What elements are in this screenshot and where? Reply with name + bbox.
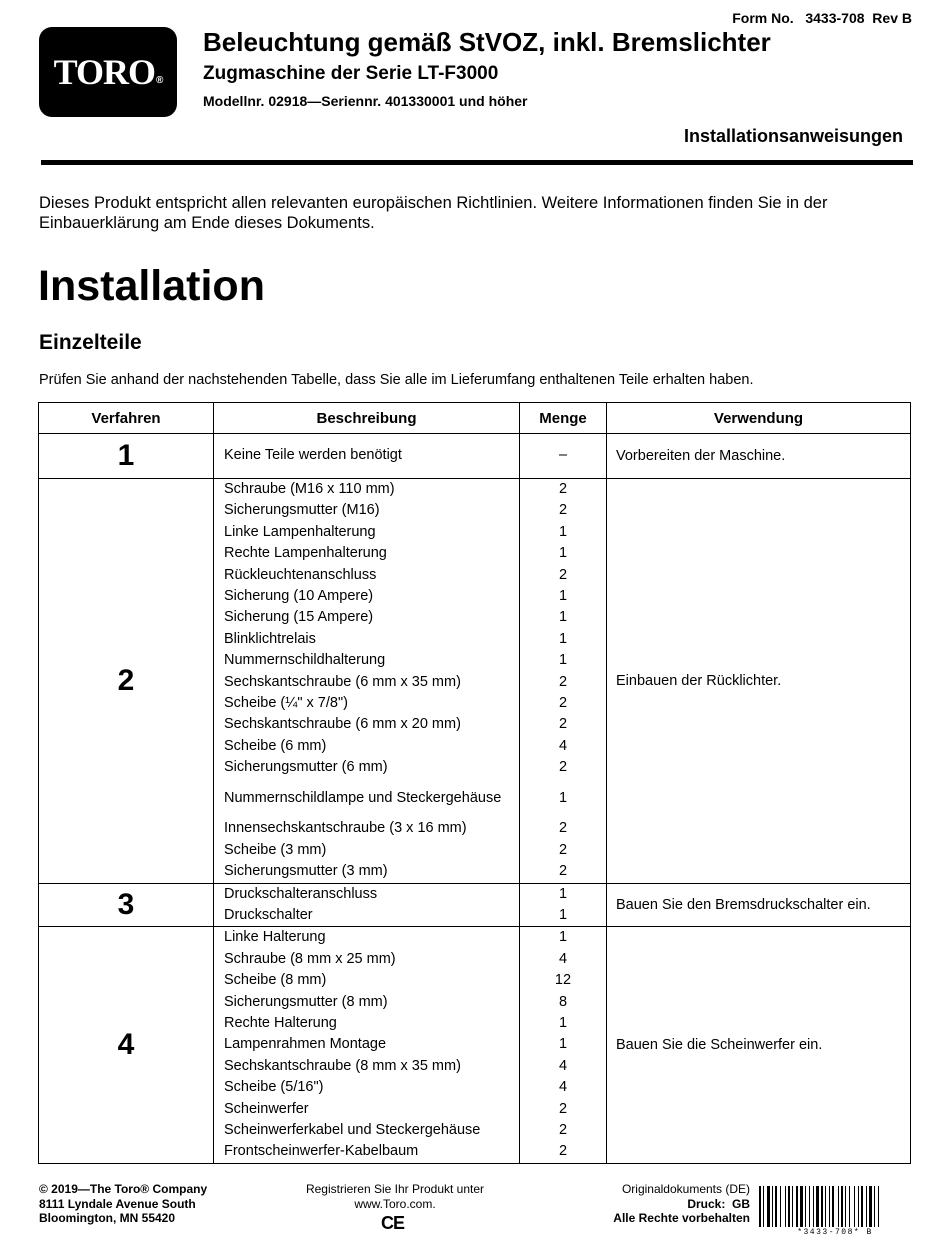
part-description: Sechskantschraube (6 mm x 35 mm) xyxy=(224,673,461,690)
parts-table xyxy=(38,402,911,1164)
part-description: Druckschalteranschluss xyxy=(224,885,378,902)
heading-parts: Einzelteile xyxy=(39,331,142,354)
footer-copyright: © 2019—The Toro® Company xyxy=(39,1182,208,1196)
part-description: Sicherungsmutter (6 mm) xyxy=(224,759,388,776)
part-quantity: 1 xyxy=(558,652,568,669)
part-description: Scheibe (5/16") xyxy=(224,1079,324,1096)
quantity-cell xyxy=(520,434,607,479)
part-quantity: 2 xyxy=(558,759,568,776)
part-quantity: 2 xyxy=(558,481,568,497)
table-row xyxy=(39,434,911,479)
barcode-text: *3433-708* B xyxy=(797,1228,873,1237)
part-description: Scheinwerfer xyxy=(224,1100,309,1117)
part-quantity: 2 xyxy=(558,1121,568,1138)
footer-register-text: Registrieren Sie Ihr Produkt unter xyxy=(305,1182,485,1196)
part-description: Linke Lampenhalterung xyxy=(224,523,376,540)
procedure-number: 3 xyxy=(39,883,214,927)
usage-cell: Bauen Sie den Bremsdruckschalter ein. xyxy=(607,883,911,927)
description-cell xyxy=(214,883,520,927)
header-quantity: Menge xyxy=(520,403,607,434)
part-description: Blinklichtrelais xyxy=(224,630,316,647)
part-description: Keine Teile werden benötigt xyxy=(224,447,402,464)
part-description: Rechte Lampenhalterung xyxy=(224,545,387,562)
usage-cell: Bauen Sie die Scheinwerfer ein. xyxy=(607,927,911,1163)
part-quantity: 1 xyxy=(558,609,568,626)
part-description: Innensechskantschraube (3 x 16 mm) xyxy=(224,820,467,837)
part-description: Scheibe (6 mm) xyxy=(224,737,327,754)
part-quantity: 4 xyxy=(558,950,568,967)
barcode-icon xyxy=(758,1186,912,1227)
part-quantity: 2 xyxy=(558,1100,568,1117)
table-header-row xyxy=(39,403,911,434)
part-quantity: 2 xyxy=(558,566,568,583)
part-quantity: 2 xyxy=(558,502,568,519)
header-divider xyxy=(41,160,913,165)
part-description: Sicherung (10 Ampere) xyxy=(224,587,374,604)
procedure-number: 4 xyxy=(39,927,214,1163)
part-quantity: 12 xyxy=(554,972,572,989)
part-description: Sicherungsmutter (3 mm) xyxy=(224,863,388,880)
section-label: Installationsanweisungen xyxy=(683,126,903,146)
table-row xyxy=(39,883,911,927)
parts-lead-text: Prüfen Sie anhand der nachstehenden Tabelle, dass Sie alle im Lieferumfang enthaltenen Teile erhalten haben. xyxy=(39,372,754,388)
part-description: Scheibe (¼" x 7/8") xyxy=(224,694,348,711)
part-quantity: 2 xyxy=(558,1143,568,1160)
header-usage: Verwendung xyxy=(607,403,911,434)
part-quantity: 2 xyxy=(558,694,568,711)
logo-registered-mark: ® xyxy=(156,74,163,86)
footer-register xyxy=(270,1182,520,1211)
footer-original: Originaldokuments (DE) xyxy=(621,1182,750,1196)
logo-text: TORO xyxy=(53,52,155,92)
table-row xyxy=(39,927,911,1163)
model-serial-info: Modellnr. 02918—Seriennr. 401330001 und höher xyxy=(203,93,528,109)
footer-register-url: www.Toro.com. xyxy=(354,1196,436,1211)
header-description: Beschreibung xyxy=(214,403,520,434)
part-description: Frontscheinwerfer-Kabelbaum xyxy=(224,1143,419,1160)
part-quantity: 1 xyxy=(558,790,568,807)
footer-rights: Alle Rechte vorbehalten xyxy=(613,1211,750,1225)
part-quantity: 1 xyxy=(558,630,568,647)
part-description: Sechskantschraube (6 mm x 20 mm) xyxy=(224,716,461,733)
quantity-cell xyxy=(520,479,607,884)
part-description: Scheibe (8 mm) xyxy=(224,972,327,989)
part-quantity: 1 xyxy=(558,907,568,924)
part-quantity: 2 xyxy=(558,841,568,858)
intro-paragraph: Dieses Produkt entspricht allen relevanten europäischen Richtlinien. Weitere Informationen finden Sie in der Einbauerklärung am Ende dieses Dokuments. xyxy=(39,194,828,232)
part-description: Linke Halterung xyxy=(224,929,326,946)
footer-address: 8111 Lyndale Avenue South xyxy=(39,1196,196,1211)
part-quantity: 8 xyxy=(558,993,568,1010)
part-quantity: 4 xyxy=(558,1057,568,1074)
part-quantity: 1 xyxy=(558,929,568,946)
ce-mark-icon: CE xyxy=(381,1213,405,1233)
toro-logo xyxy=(39,27,177,117)
description-cell xyxy=(214,479,520,884)
footer-print: Druck: GB xyxy=(687,1196,750,1211)
part-description: Scheibe (3 mm) xyxy=(224,841,327,858)
part-description: Sicherungsmutter (M16) xyxy=(224,502,380,519)
part-quantity: 1 xyxy=(558,1014,568,1031)
part-description: Lampenrahmen Montage xyxy=(224,1036,387,1053)
document-title: Beleuchtung gemäß StVOZ, inkl. Bremslichter xyxy=(203,27,771,57)
part-description: Schraube (8 mm x 25 mm) xyxy=(224,950,396,967)
part-quantity: 4 xyxy=(558,1079,568,1096)
procedure-number: 1 xyxy=(39,434,214,479)
part-description: Sicherung (15 Ampere) xyxy=(224,609,374,626)
part-description: Schraube (M16 x 110 mm) xyxy=(224,481,395,497)
procedure-number: 2 xyxy=(39,479,214,884)
table-row xyxy=(39,479,911,884)
description-cell xyxy=(214,434,520,479)
part-description: Sicherungsmutter (8 mm) xyxy=(224,993,388,1010)
part-quantity: – xyxy=(558,447,568,464)
usage-cell: Vorbereiten der Maschine. xyxy=(607,434,911,479)
part-quantity: 1 xyxy=(558,523,568,540)
heading-installation: Installation xyxy=(38,262,265,310)
usage-cell: Einbauen der Rücklichter. xyxy=(607,479,911,884)
part-quantity: 4 xyxy=(558,737,568,754)
footer-city: Bloomington, MN 55420 xyxy=(39,1211,176,1225)
part-quantity: 1 xyxy=(558,545,568,562)
quantity-cell xyxy=(520,883,607,927)
part-quantity: 2 xyxy=(558,863,568,880)
part-quantity: 2 xyxy=(558,673,568,690)
footer-company xyxy=(39,1182,207,1226)
part-description: Scheinwerferkabel und Steckergehäuse xyxy=(224,1121,481,1138)
part-description: Rechte Halterung xyxy=(224,1014,337,1031)
footer-print-info xyxy=(613,1182,750,1226)
part-quantity: 1 xyxy=(558,1036,568,1053)
description-cell xyxy=(214,927,520,1163)
quantity-cell xyxy=(520,927,607,1163)
part-quantity: 1 xyxy=(558,587,568,604)
part-description: Druckschalter xyxy=(224,907,313,924)
form-number: Form No. 3433-708 Rev B xyxy=(732,10,912,26)
part-description: Sechskantschraube (8 mm x 35 mm) xyxy=(224,1057,461,1074)
document-subtitle: Zugmaschine der Serie LT-F3000 xyxy=(203,63,499,84)
part-quantity: 1 xyxy=(558,885,568,902)
header-procedure: Verfahren xyxy=(39,403,214,434)
part-quantity: 2 xyxy=(558,716,568,733)
part-description: Nummernschildlampe und Steckergehäuse xyxy=(224,790,502,807)
part-quantity: 2 xyxy=(558,820,568,837)
part-description: Rückleuchtenanschluss xyxy=(224,566,377,583)
part-description: Nummernschildhalterung xyxy=(224,652,386,669)
